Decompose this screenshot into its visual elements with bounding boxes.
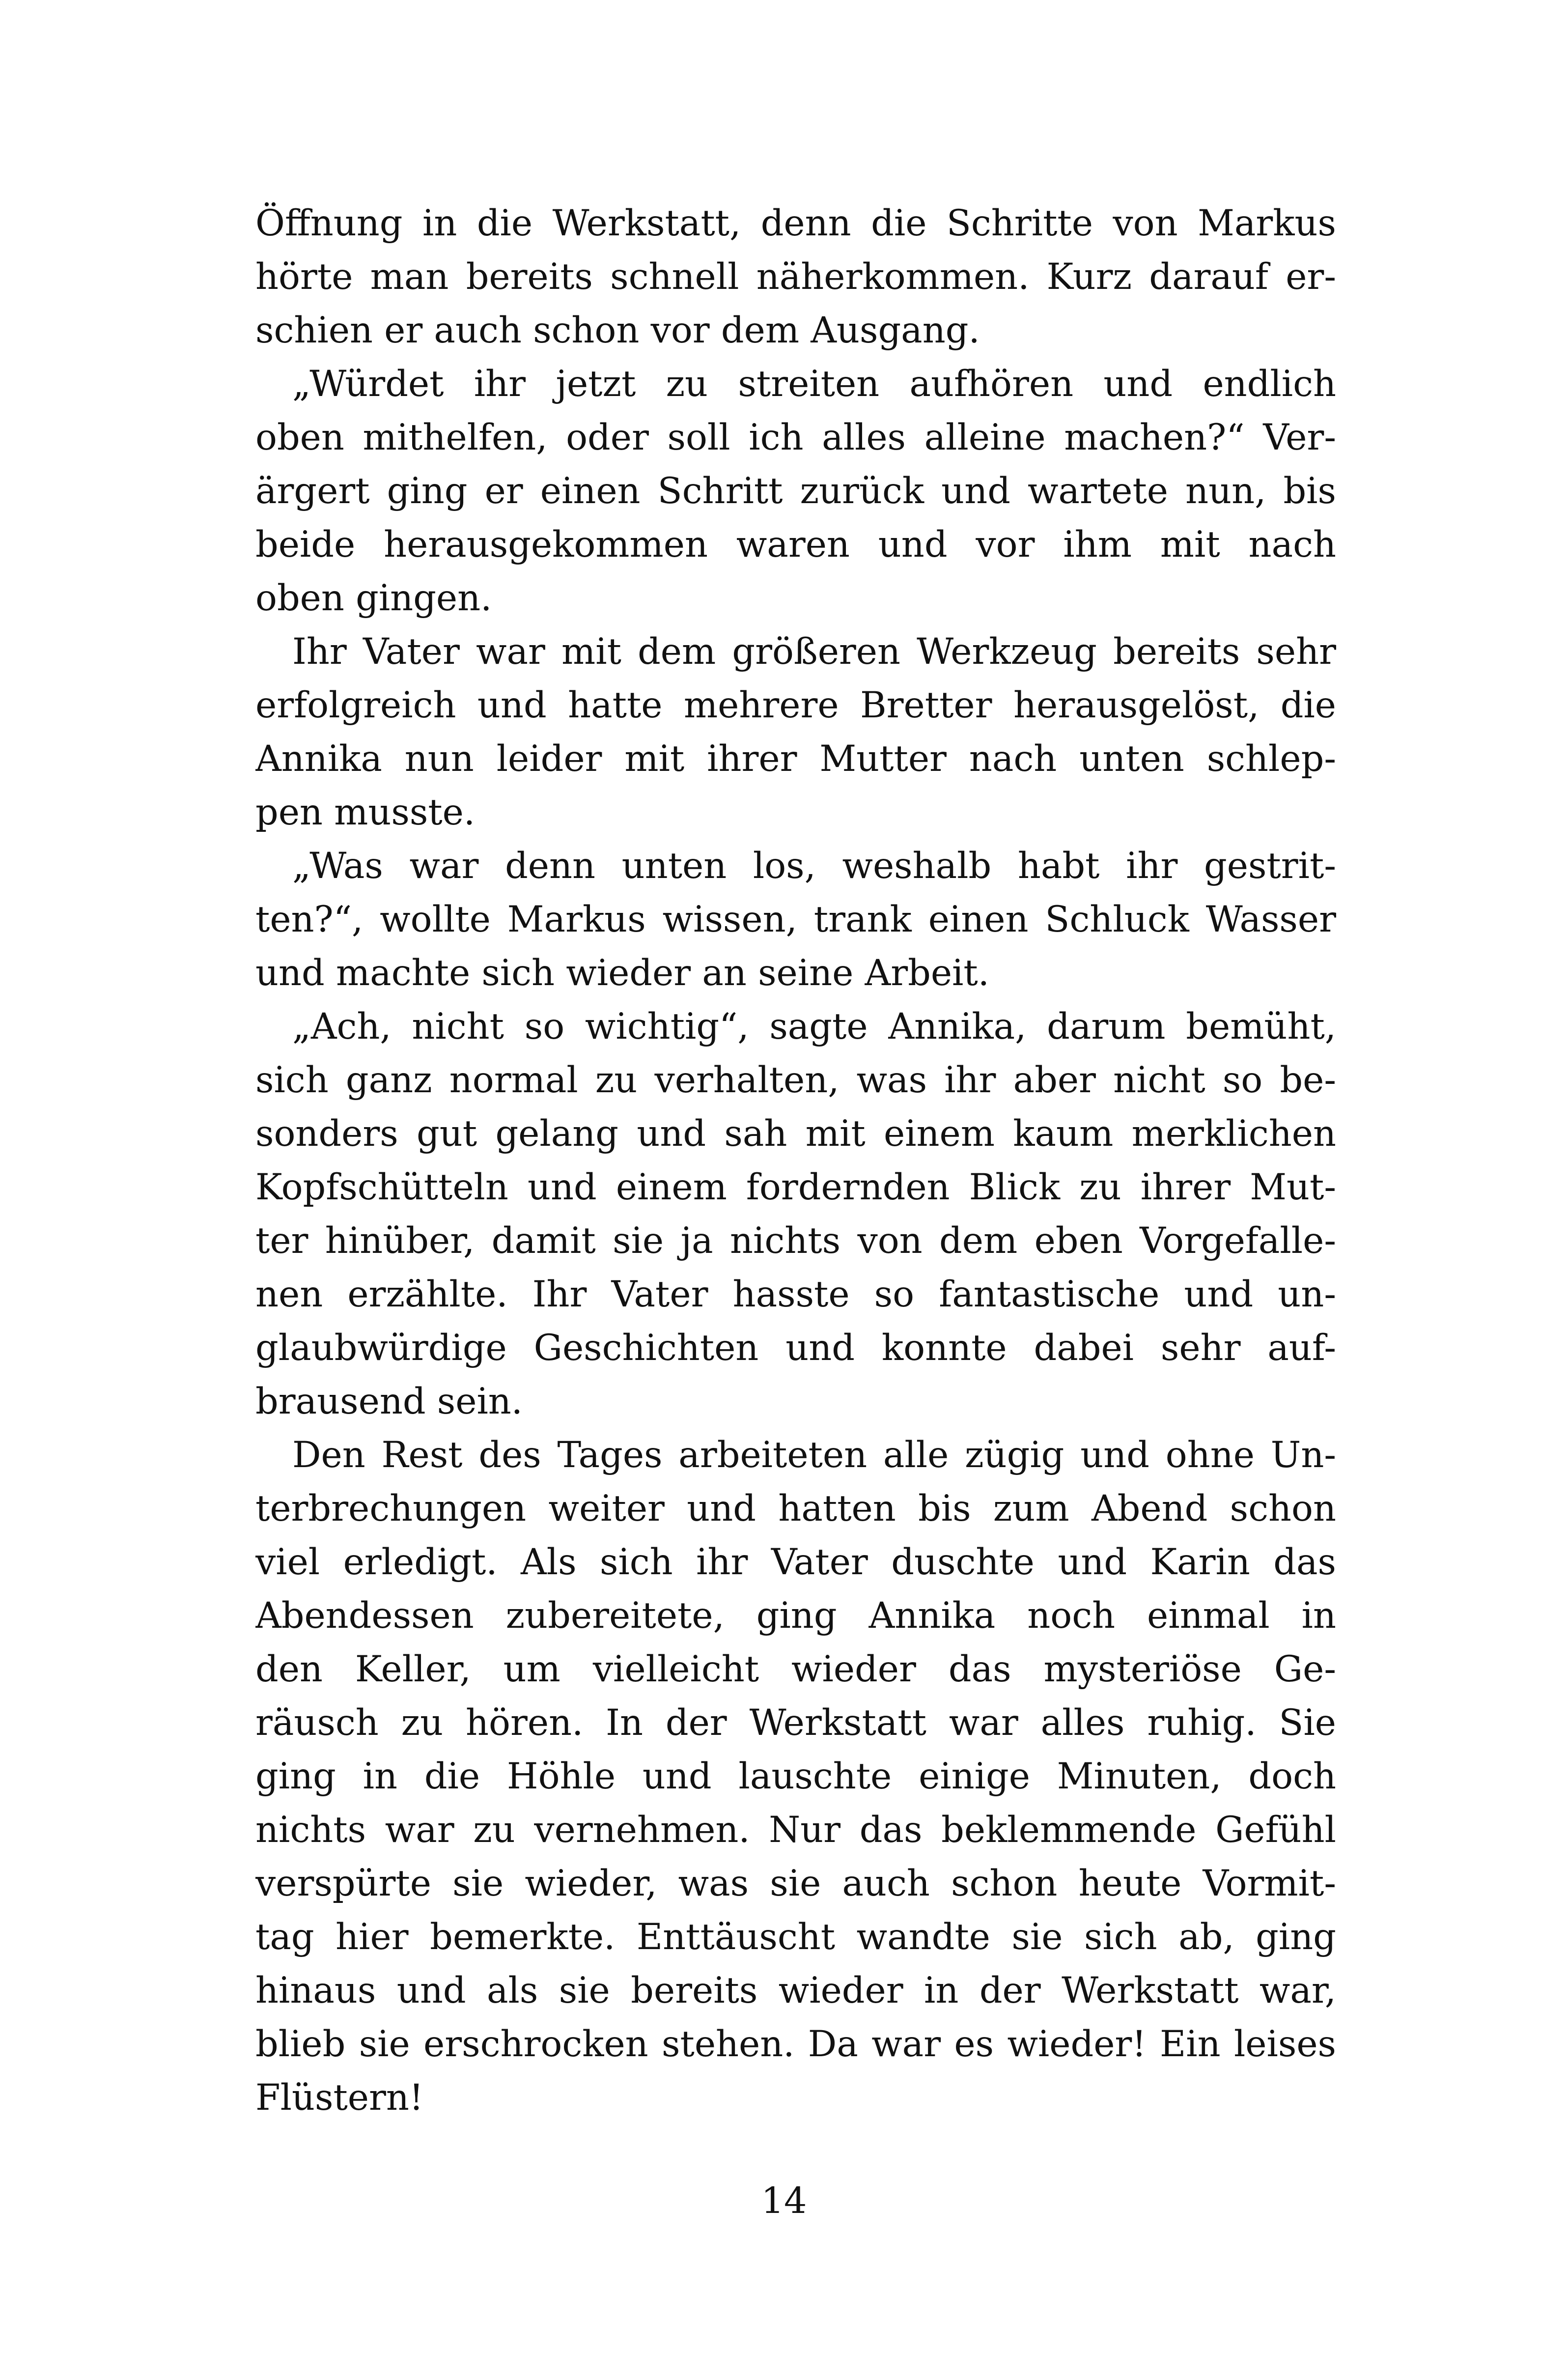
text-line: hörte man bereits schnell näherkommen. Kurz darauf er- bbox=[255, 256, 1336, 298]
text-line: verspürte sie wieder, was sie auch schon heute Vormit- bbox=[255, 1863, 1336, 1904]
text-line: oben mithelfen, oder soll ich alles alleine machen?“ Ver- bbox=[255, 417, 1336, 458]
text-line: räusch zu hören. In der Werkstatt war alles ruhig. Sie bbox=[255, 1702, 1336, 1744]
text-line: nen erzählte. Ihr Vater hasste so fantastische und un- bbox=[255, 1274, 1336, 1315]
text-line: Öffnung in die Werkstatt, denn die Schritte von Markus bbox=[255, 202, 1336, 244]
text-line: ten?“, wollte Markus wissen, trank einen Schluck Wasser bbox=[255, 899, 1336, 940]
text-line: terbrechungen weiter und hatten bis zum Abend schon bbox=[255, 1488, 1336, 1529]
text-line: oben gingen. bbox=[255, 577, 492, 619]
text-line: Ihr Vater war mit dem größeren Werkzeug bereits sehr bbox=[292, 631, 1336, 673]
text-line: ter hinüber, damit sie ja nichts von dem eben Vorgefalle- bbox=[255, 1220, 1336, 1262]
text-line: den Keller, um vielleicht wieder das mysteriöse Ge- bbox=[255, 1648, 1336, 1690]
text-line: tag hier bemerkte. Enttäuscht wandte sie sich ab, ging bbox=[255, 1916, 1336, 1958]
text-line: nichts war zu vernehmen. Nur das beklemmende Gefühl bbox=[255, 1809, 1336, 1851]
text-line: schien er auch schon vor dem Ausgang. bbox=[255, 310, 980, 351]
text-line: Kopfschütteln und einem fordernden Blick zu ihrer Mut- bbox=[255, 1166, 1336, 1208]
text-line: brausend sein. bbox=[255, 1381, 523, 1422]
text-line: sonders gut gelang und sah mit einem kaum merklichen bbox=[255, 1113, 1336, 1155]
text-line: „Ach, nicht so wichtig“, sagte Annika, darum bemüht, bbox=[292, 1006, 1336, 1048]
text-line: sich ganz normal zu verhalten, was ihr aber nicht so be- bbox=[255, 1059, 1336, 1101]
page-number: 14 bbox=[761, 2180, 807, 2222]
text-line: Den Rest des Tages arbeiteten alle zügig und ohne Un- bbox=[292, 1434, 1336, 1476]
text-line: hinaus und als sie bereits wieder in der Werkstatt war, bbox=[255, 1970, 1336, 2011]
text-line: ärgert ging er einen Schritt zurück und wartete nun, bis bbox=[255, 470, 1336, 512]
text-line: erfolgreich und hatte mehrere Bretter herausgelöst, die bbox=[255, 684, 1336, 726]
text-line: Abendessen zubereitete, ging Annika noch einmal in bbox=[255, 1595, 1336, 1637]
text-line: und machte sich wieder an seine Arbeit. bbox=[255, 952, 989, 994]
text-line: Annika nun leider mit ihrer Mutter nach unten schlep- bbox=[255, 738, 1336, 780]
text-line: ging in die Höhle und lauschte einige Minuten, doch bbox=[255, 1756, 1336, 1797]
text-line: viel erledigt. Als sich ihr Vater duschte und Karin das bbox=[255, 1541, 1336, 1583]
text-line: „Was war denn unten los, weshalb habt ihr gestrit- bbox=[292, 845, 1336, 887]
text-line: Flüstern! bbox=[255, 2077, 424, 2119]
text-line: glaubwürdige Geschichten und konnte dabei sehr auf- bbox=[255, 1327, 1336, 1369]
text-line: blieb sie erschrocken stehen. Da war es wieder! Ein leises bbox=[255, 2023, 1336, 2065]
text-line: „Würdet ihr jetzt zu streiten aufhören und endlich bbox=[292, 363, 1336, 405]
text-line: pen musste. bbox=[255, 792, 476, 833]
text-line: beide herausgekommen waren und vor ihm mit nach bbox=[255, 524, 1336, 566]
